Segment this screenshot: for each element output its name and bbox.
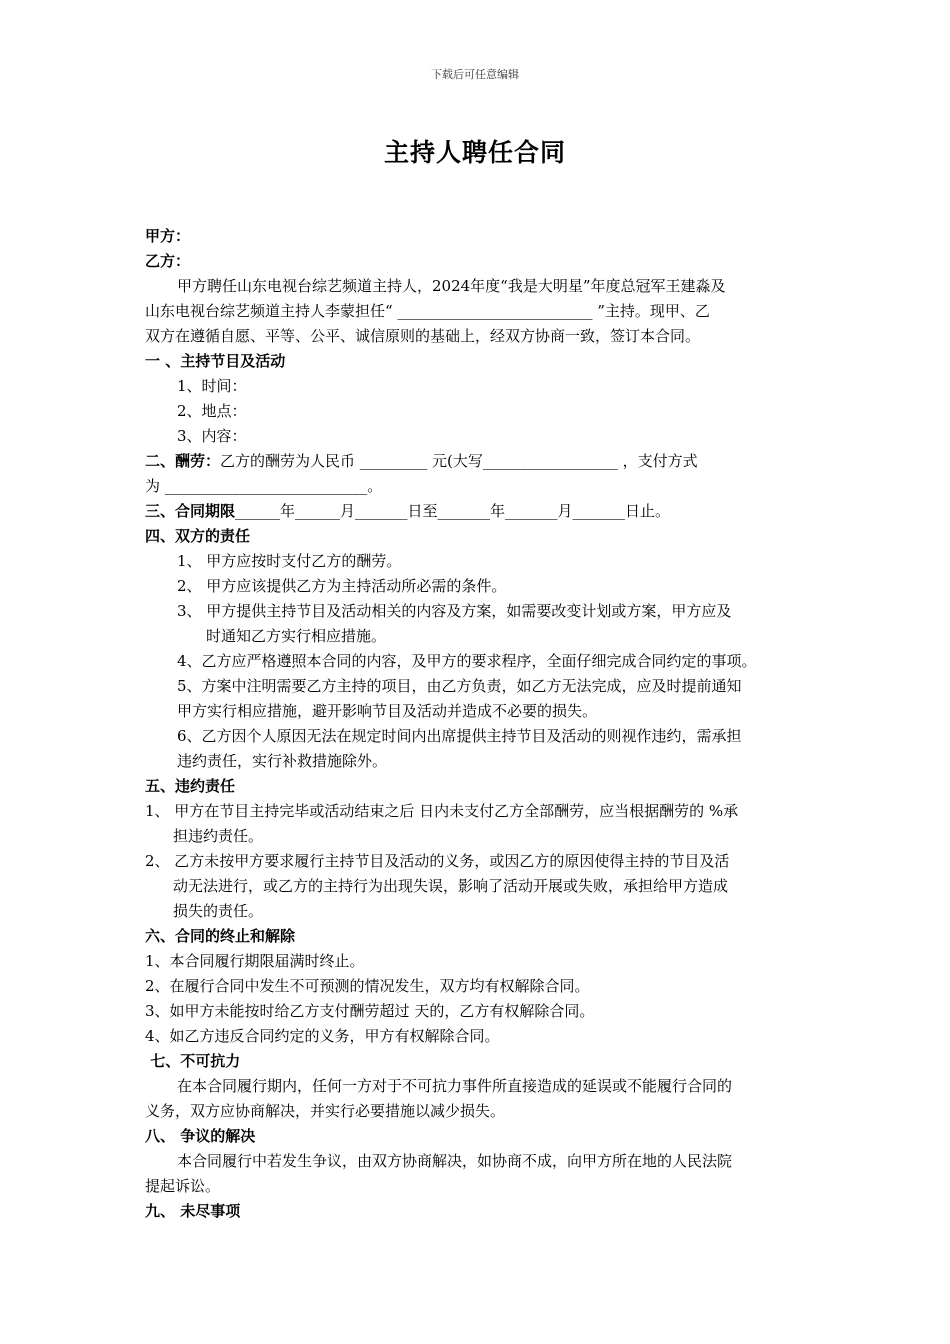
- section-3-text: ______年______月_______日至_______年_______月_______日止。: [235, 502, 671, 520]
- section-6-line: 1、本合同履行期限届满时终止。: [145, 952, 365, 970]
- section-4-heading: 四、双方的责任: [145, 527, 251, 545]
- section-2-label: 二、酬劳：: [145, 452, 221, 470]
- section-1-heading: 一 、主持节目及活动: [145, 352, 286, 370]
- section-4-line: 违约责任，实行补救措施除外。: [177, 752, 388, 770]
- section-4-line: 4、乙方应严格遵照本合同的内容，及甲方的要求程序，全面仔细完成合同约定的事项。: [177, 652, 757, 670]
- section-5-line: 损失的责任。: [173, 902, 264, 920]
- party-a-label: 甲方：: [145, 227, 191, 245]
- section-2-line: [145, 449, 815, 474]
- section-4-line: 2、 甲方应该提供乙方为主持活动所必需的条件。: [177, 577, 507, 595]
- section-3-line: [145, 499, 815, 524]
- section-2-text: 乙方的酬劳为人民币 _________ 元(大写__________________ ，支付方式: [220, 452, 698, 470]
- section-4-line: 甲方实行相应措施，避开影响节目及活动并造成不必要的损失。: [177, 702, 598, 720]
- section-7-line: 义务，双方应协商解决，并实行必要措施以减少损失。: [145, 1102, 506, 1120]
- intro-line: 山东电视台综艺频道主持人李蒙担任“ __________________________ ”主持。现甲、乙: [145, 302, 710, 320]
- section-7-heading: 七、不可抗力: [145, 1052, 241, 1070]
- section-1-item: 2、地点：: [177, 402, 247, 420]
- section-6-heading: 六、合同的终止和解除: [145, 927, 296, 945]
- section-4-line: 3、 甲方提供主持节目及活动相关的内容及方案，如需要改变计划或方案，甲方应及: [177, 602, 732, 620]
- intro-line: 甲方聘任山东电视台综艺频道主持人，2024年度“我是大明星”年度总冠军王建淼及: [177, 277, 726, 295]
- contract-title: 主持人聘任合同: [383, 138, 566, 167]
- header-note: 下载后可任意编辑: [431, 68, 519, 81]
- intro-line: 双方在遵循自愿、平等、公平、诚信原则的基础上，经双方协商一致，签订本合同。: [145, 327, 701, 345]
- section-7-line: 在本合同履行期内，任何一方对于不可抗力事件所直接造成的延误或不能履行合同的: [177, 1077, 733, 1095]
- party-b-label: 乙方：: [145, 252, 191, 270]
- section-2-line: 为 ___________________________。: [145, 477, 383, 495]
- section-5-line: 担违约责任。: [173, 827, 264, 845]
- section-1-item: 1、时间：: [177, 377, 247, 395]
- section-4-line: 1、 甲方应按时支付乙方的酬劳。: [177, 552, 402, 570]
- section-4-line: 时通知乙方实行相应措施。: [206, 627, 387, 645]
- section-3-label: 三、合同期限: [145, 502, 236, 520]
- section-5-line: 动无法进行，或乙方的主持行为出现失误，影响了活动开展或失败，承担给甲方造成: [173, 877, 729, 895]
- section-8-heading: 八、 争议的解决: [145, 1127, 256, 1145]
- section-8-line: 本合同履行中若发生争议，由双方协商解决，如协商不成，向甲方所在地的人民法院: [177, 1152, 733, 1170]
- section-6-line: 2、在履行合同中发生不可预测的情况发生，双方均有权解除合同。: [145, 977, 590, 995]
- section-5-line: 2、 乙方未按甲方要求履行主持节目及活动的义务，或因乙方的原因使得主持的节目及活: [145, 852, 730, 870]
- section-6-line: 3、如甲方未能按时给乙方支付酬劳超过 天的，乙方有权解除合同。: [145, 1002, 595, 1020]
- section-1-item: 3、内容：: [177, 427, 247, 445]
- section-5-heading: 五、违约责任: [145, 777, 236, 795]
- section-5-line: 1、 甲方在节目主持完毕或活动结束之后 日内未支付乙方全部酬劳，应当根据酬劳的 %承: [145, 802, 739, 820]
- section-8-line: 提起诉讼。: [145, 1177, 221, 1195]
- section-4-line: 5、方案中注明需要乙方主持的项目，由乙方负责，如乙方无法完成，应及时提前通知: [177, 677, 742, 695]
- section-4-line: 6、乙方因个人原因无法在规定时间内出席提供主持节目及活动的则视作违约，需承担: [177, 727, 742, 745]
- section-6-line: 4、如乙方违反合同约定的义务，甲方有权解除合同。: [145, 1027, 500, 1045]
- contract-body: [145, 224, 815, 1224]
- section-9-heading: 九、 未尽事项: [145, 1202, 241, 1220]
